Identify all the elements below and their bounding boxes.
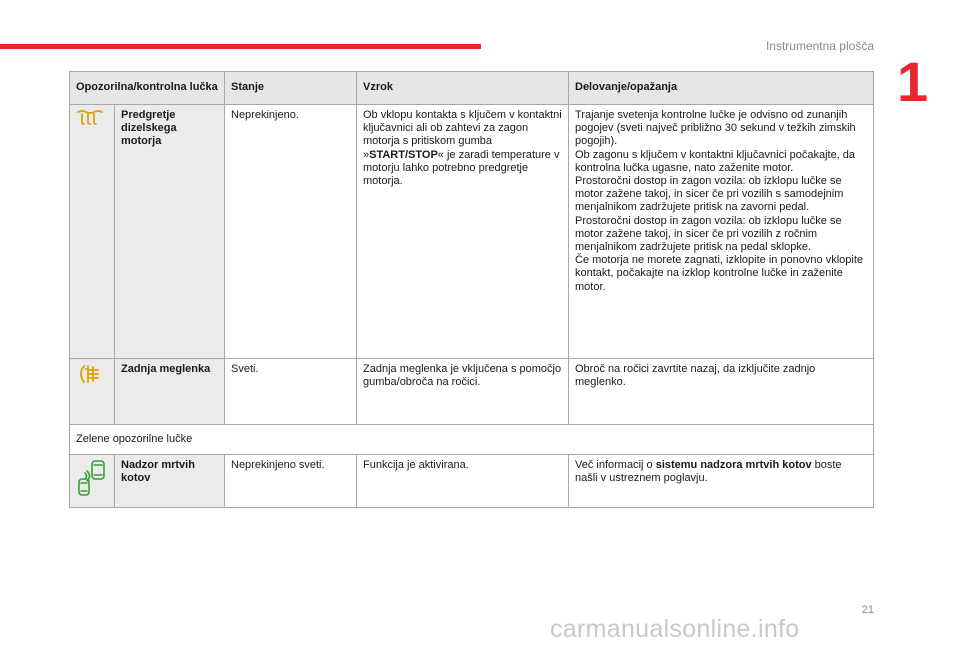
action-paragraph: Prostoročni dostop in zagon vozila: ob izklopu lučke se motor zažene takoj, in sicer če pri vozilih s samodejnim menjalnikom zadržujete pritisk na zavorni pedal. xyxy=(575,175,844,214)
action-text: Več informacij o xyxy=(575,459,656,471)
light-cause: Funkcija je aktivirana. xyxy=(357,455,569,508)
light-action: Obroč na ročici zavrtite nazaj, da izključite zadnjo meglenko. xyxy=(569,359,874,425)
section-title: Instrumentna plošča xyxy=(765,39,874,53)
glow-plug-icon xyxy=(76,118,104,130)
action-text-end: boste našli v ustreznem poglavju. xyxy=(575,459,842,485)
rear-fog-light-icon xyxy=(76,376,104,388)
table-header-row xyxy=(70,72,874,105)
action-paragraph: Prostoročni dostop in zagon vozila: ob izklopu lučke se motor zažene takoj, in sicer če pri vozilih z ročnim menjalnikom zadržujete pritisk na pedal sklopke. xyxy=(575,214,842,254)
column-header-action: Delovanje/opažanja xyxy=(569,72,874,105)
table-row xyxy=(70,105,874,359)
light-name: Predgretje dizelskega motorja xyxy=(115,105,225,359)
light-state: Sveti. xyxy=(225,359,357,425)
light-action xyxy=(569,455,874,508)
warning-lights-table xyxy=(69,71,874,508)
action-paragraph: Trajanje svetenja kontrolne lučke je odvisno od zunanjih pogojev (sveti največ približno 30 sekund v težkih zimskih pogojih). xyxy=(575,109,856,148)
column-header-cause: Vzrok xyxy=(357,72,569,105)
header-accent-bar xyxy=(0,44,481,49)
light-state: Neprekinjeno. xyxy=(225,105,357,359)
cause-text: Ob vklopu kontakta s ključem v kontaktni ključavnici ali ob zahtevi za zagon motorja s pritiskom gumba » xyxy=(363,109,562,161)
watermark: carmanualsonline.info xyxy=(550,615,800,643)
group-label: Zelene opozorilne lučke xyxy=(70,425,874,455)
light-cause xyxy=(357,105,569,359)
row-icon-cell xyxy=(70,105,115,359)
action-paragraph: Če motorja ne morete zagnati, izklopite in ponovno vklopite kontakt, počakajte na izklop kontrolne lučke in zaženite motor. xyxy=(575,254,863,293)
page-number: 21 xyxy=(861,604,874,616)
light-name: Zadnja meglenka xyxy=(115,359,225,425)
table-row xyxy=(70,455,874,508)
group-row xyxy=(70,425,874,455)
cause-text-end: « je zaradi temperature v motorju lahko potrebno predgretje motorja. xyxy=(363,148,560,188)
light-action xyxy=(569,105,874,359)
blind-spot-system-label: sistemu nadzora mrtvih kotov xyxy=(655,459,812,471)
light-state: Neprekinjeno sveti. xyxy=(225,455,357,508)
table-row xyxy=(70,359,874,425)
chapter-number: 1 xyxy=(897,50,929,113)
column-header-state: Stanje xyxy=(225,72,357,105)
row-icon-cell xyxy=(70,455,115,508)
action-paragraph: Ob zagonu s ključem v kontaktni ključavnici počakajte, da kontrolna lučka ugasne, nato zaženite motor. xyxy=(575,148,856,174)
column-header-light: Opozorilna/kontrolna lučka xyxy=(70,72,225,105)
start-stop-label: START/STOP xyxy=(369,148,438,161)
light-cause: Zadnja meglenka je vključena s pomočjo gumba/obroča na ročici. xyxy=(357,359,569,425)
row-icon-cell xyxy=(70,359,115,425)
light-name: Nadzor mrtvih kotov xyxy=(115,455,225,508)
blind-spot-monitor-icon xyxy=(76,490,106,502)
